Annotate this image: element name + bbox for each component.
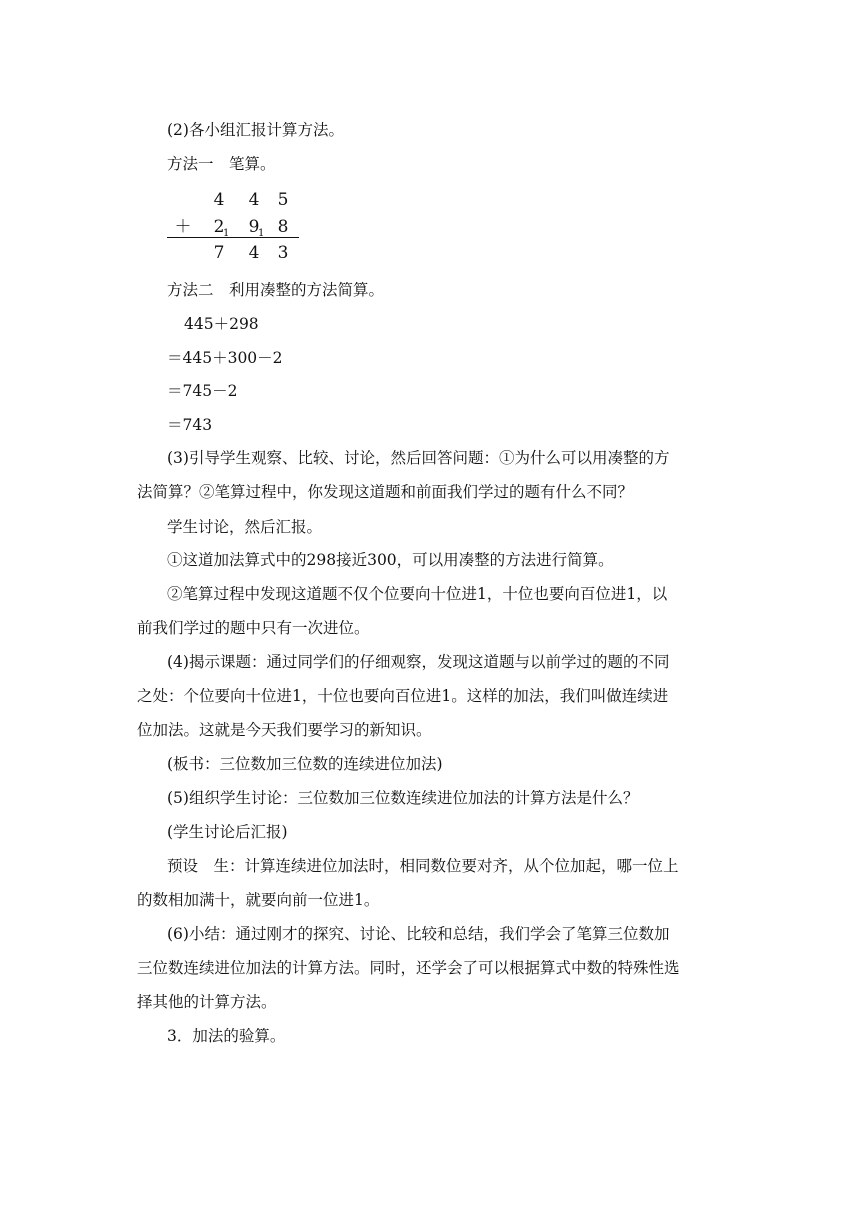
equation-line-1: 445＋298 (184, 315, 259, 333)
result-digit-hundreds: 7 (213, 243, 225, 263)
summary-line-1: (6)小结：通过刚才的探究、讨论、比较和总结，我们学会了笔算三位数加 (167, 925, 670, 943)
carry-mark-hundreds: 1 (223, 228, 230, 239)
reveal-topic-line-1: (4)揭示课题：通过同学们的仔细观察，发现这道题与以前学过的题的不同 (167, 653, 670, 671)
method-one-heading: 方法一 笔算。 (167, 155, 276, 173)
result-digit-ones: 3 (277, 243, 289, 263)
sum-line (167, 237, 299, 238)
equation-line-4: ＝743 (167, 416, 213, 434)
equation-line-2: ＝445＋300－2 (167, 349, 283, 367)
top-digit-hundreds: 4 (213, 190, 225, 210)
answer-one: ①这道加法算式中的298接近300，可以用凑整的方法进行简算。 (167, 551, 614, 569)
summary-line-2: 三位数连续进位加法的计算方法。同时，还学会了可以根据算式中数的特殊性选 (137, 959, 680, 977)
paragraph-guide-line-1: (3)引导学生观察、比较、讨论，然后回答问题：①为什么可以用凑整的方 (167, 449, 670, 467)
reveal-topic-line-2: 之处：个位要向十位进1，十位也要向百位进1。这样的加法，我们叫做连续进 (137, 687, 669, 705)
paragraph-guide-line-2: 法简算？②笔算过程中，你发现这道题和前面我们学过的题有什么不同？ (137, 483, 634, 501)
summary-line-3: 择其他的计算方法。 (137, 993, 277, 1011)
bottom-digit-ones: 8 (277, 217, 289, 237)
vertical-addition (167, 190, 302, 270)
plus-sign: ＋ (174, 217, 192, 237)
top-digit-ones: 5 (277, 190, 289, 210)
bottom-digit-tens: 9 (248, 217, 260, 237)
students-report: (学生讨论后汇报) (167, 823, 288, 841)
bottom-digit-hundreds: 2 (213, 217, 225, 237)
method-two-heading: 方法二 利用凑整的方法简算。 (167, 281, 385, 299)
reveal-topic-line-3: 位加法。这就是今天我们要学习的新知识。 (137, 721, 432, 739)
top-digit-tens: 4 (248, 190, 260, 210)
preset-answer-line-2: 的数相加满十，就要向前一位进1。 (137, 891, 380, 909)
answer-two-line-1: ②笔算过程中发现这道题不仅个位要向十位进1，十位也要向百位进1，以 (167, 585, 668, 603)
carry-mark-tens: 1 (258, 228, 265, 239)
paragraph-report-methods: (2)各小组汇报计算方法。 (167, 121, 344, 139)
result-digit-tens: 4 (248, 243, 260, 263)
organize-discussion: (5)组织学生讨论：三位数加三位数连续进位加法的计算方法是什么？ (167, 789, 639, 807)
section-addition-check: 3．加法的验算。 (167, 1027, 286, 1045)
preset-answer-line-1: 预设 生：计算连续进位加法时，相同数位要对齐，从个位加起，哪一位上 (167, 857, 679, 875)
equation-line-3: ＝745－2 (167, 382, 238, 400)
blackboard-note: (板书：三位数加三位数的连续进位加法) (167, 755, 443, 773)
answer-two-line-2: 前我们学过的题中只有一次进位。 (137, 619, 370, 637)
students-discuss: 学生讨论，然后汇报。 (167, 518, 323, 536)
